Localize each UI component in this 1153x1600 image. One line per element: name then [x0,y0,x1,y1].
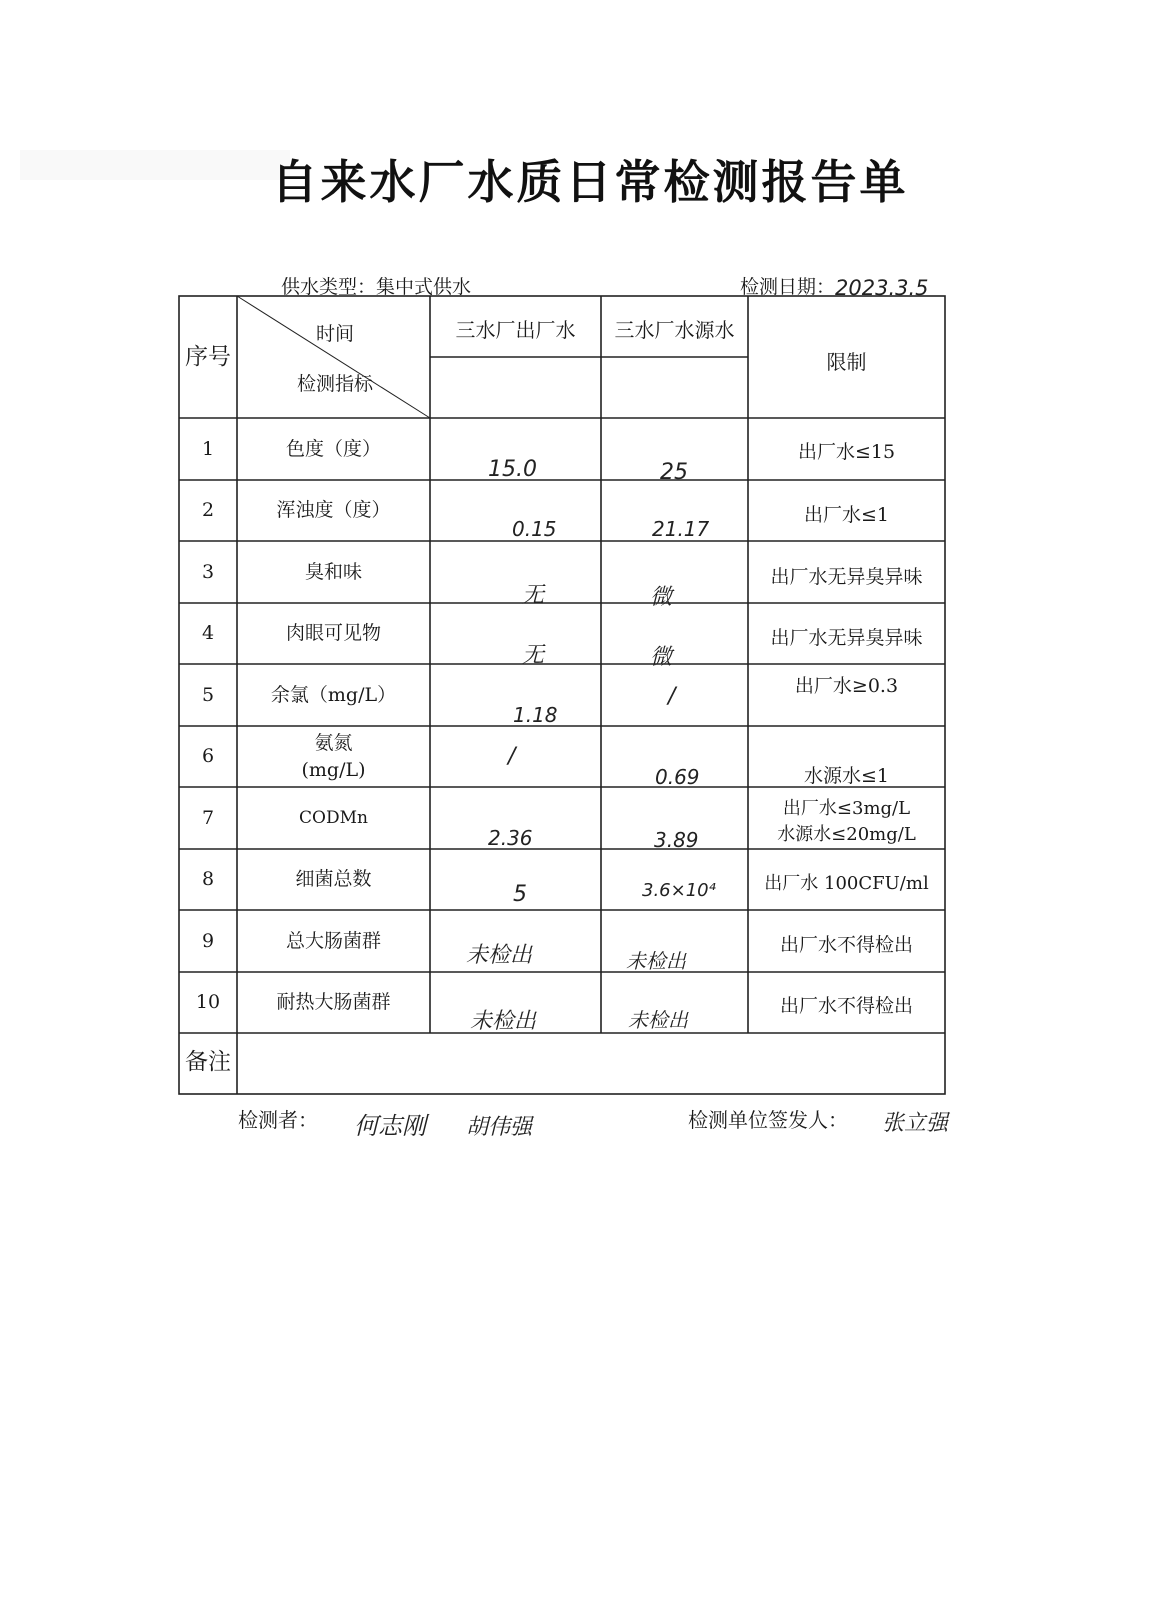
outlet-value: 无 [522,583,545,608]
outlet-value: 1.18 [513,703,558,727]
source-value: 21.17 [652,517,710,541]
limit-value: 出厂水≥0.3 [794,675,899,697]
row-number: 5 [201,684,215,706]
row-number: 3 [201,561,215,583]
source-value: 25 [660,460,688,485]
indicator-name: 余氯（mg/L） [270,684,397,706]
indicator-name: 肉眼可见物 [285,622,381,644]
outlet-value: 5 [513,882,527,907]
row-number: 9 [201,930,215,952]
source-value: 3.6×10⁴ [642,880,716,901]
outlet-value: 15.0 [488,457,537,482]
outlet-value: 2.36 [488,826,533,850]
indicator-name: 浑浊度（度） [276,499,391,521]
inspector-label: 检测者： [238,1108,318,1132]
test-date-value: 2023.3.5 [835,276,929,300]
row-number: 4 [201,622,215,644]
indicator-name: 细菌总数 [295,868,372,890]
outlet-value: 无 [522,643,545,668]
source-value: 3.89 [654,828,699,852]
supply-type-value: 集中式供水 [376,276,472,298]
remarks-label: 备注 [185,1049,231,1075]
indicator-unit: (mg/L) [301,759,366,781]
header-indicator: 检测指标 [296,373,373,395]
limit-value: 出厂水无异臭异味 [770,566,923,588]
source-value: 0.69 [655,765,700,789]
source-value: / [668,684,676,709]
outlet-value: 未检出 [470,1009,537,1034]
source-value: 未检出 [628,1008,688,1032]
indicator-name: 耐热大肠菌群 [276,991,391,1013]
header-time: 时间 [315,323,354,345]
row-number: 10 [195,991,221,1013]
limit-value: 水源水≤1 [803,765,889,787]
row-number: 7 [201,807,215,829]
inspector-signature-1: 何志刚 [354,1112,426,1140]
issuer-label: 检测单位签发人： [688,1108,848,1132]
source-value: 微 [650,585,673,610]
row-number: 6 [201,745,215,767]
indicator-name: 色度（度） [285,438,381,460]
row-number: 2 [201,499,215,521]
limit-value-2: 水源水≤20mg/L [777,824,916,845]
header-limit: 限制 [826,350,867,374]
header-seq: 序号 [185,344,231,370]
source-value: 微 [650,645,673,670]
limit-value: 出厂水无异臭异味 [770,627,923,649]
indicator-name: 氨氮 [314,732,353,754]
indicator-name: 臭和味 [304,561,362,583]
header-outlet-water: 三水厂出厂水 [455,318,576,342]
limit-value: 出厂水 100CFU/ml [764,873,929,894]
limit-value: 出厂水≤3mg/L [782,798,911,819]
row-number: 1 [201,438,215,460]
outlet-value: 0.15 [512,517,557,541]
issuer-signature: 张立强 [882,1111,949,1136]
limit-value: 出厂水≤1 [803,504,889,526]
limit-value: 出厂水不得检出 [779,934,913,956]
source-value: 未检出 [626,949,686,973]
outlet-value: 未检出 [466,943,533,968]
indicator-name: 总大肠菌群 [285,930,381,952]
page-title: 自来水厂水质日常检测报告单 [271,155,909,209]
outlet-value: / [508,744,516,769]
inspector-signature-2: 胡伟强 [466,1115,533,1140]
test-date-label: 检测日期： [740,276,836,298]
indicator-name: CODMn [299,808,368,828]
header-source-water: 三水厂水源水 [614,318,735,342]
limit-value: 出厂水不得检出 [779,995,913,1017]
supply-type-label: 供水类型： [281,276,377,298]
limit-value: 出厂水≤15 [797,441,896,463]
row-number: 8 [201,868,215,890]
